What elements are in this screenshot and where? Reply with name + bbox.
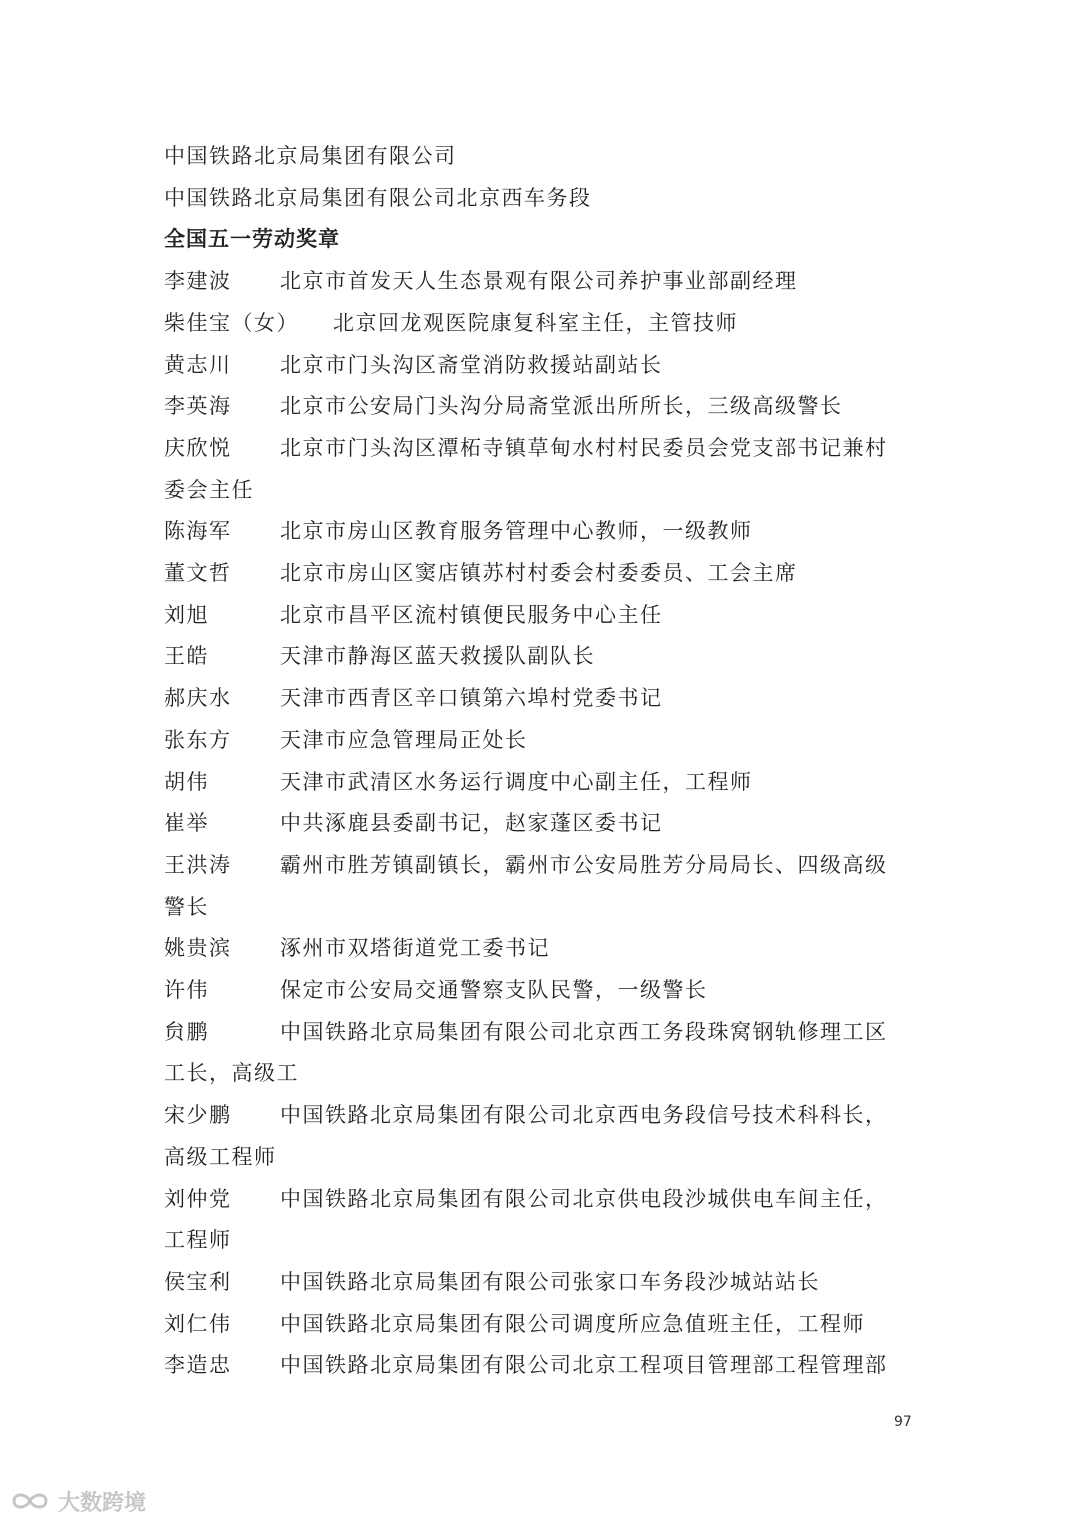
- entry-row: [164, 635, 595, 677]
- entry-name: 侯宝利: [164, 1269, 232, 1294]
- entry-row: [164, 844, 888, 886]
- entry-name: 崔举: [164, 811, 209, 836]
- entry-description: 中国铁路北京局集团有限公司北京西工务段珠窝钢轨修理工区: [280, 1019, 888, 1044]
- entry-name: 姚贵滨: [164, 936, 232, 961]
- entry-row: [164, 594, 663, 636]
- org-line: 中国铁路北京局集团有限公司: [164, 144, 457, 168]
- entry-description: 中国铁路北京局集团有限公司张家口车务段沙城站站长: [280, 1269, 820, 1294]
- entry-row: [164, 677, 663, 719]
- entry-row: [164, 802, 663, 844]
- entry-name: 胡伟: [164, 769, 209, 794]
- entry-description: 北京市门头沟区潭柘寺镇草甸水村村民委员会党支部书记兼村: [280, 435, 888, 460]
- entry-name: 柴佳宝（女）: [164, 310, 299, 335]
- entry-description: 涿州市双塔街道党工委书记: [280, 936, 550, 961]
- entry-row: [164, 302, 738, 344]
- entry-name: 王洪涛: [164, 852, 232, 877]
- entry-name: 陈海军: [164, 519, 232, 544]
- entry-row: [164, 427, 888, 469]
- entry-row: [164, 1261, 820, 1303]
- entry-row: [164, 761, 753, 803]
- entry-description: 北京市首发天人生态景观有限公司养护事业部副经理: [280, 269, 798, 294]
- entry-description: 北京市房山区教育服务管理中心教师，一级教师: [280, 519, 753, 544]
- entry-row: [164, 260, 798, 302]
- org-line: 中国铁路北京局集团有限公司北京西车务段: [164, 185, 592, 210]
- section-heading: 全国五一劳动奖章: [164, 227, 340, 252]
- entry-name: 董文哲: [164, 561, 232, 585]
- entry-row: [164, 1344, 888, 1386]
- entry-name: 李造忠: [164, 1353, 232, 1378]
- entry-description: 天津市应急管理局正处长: [280, 727, 528, 752]
- entry-description: 中国铁路北京局集团有限公司调度所应急值班主任，工程师: [280, 1311, 865, 1336]
- watermark: [8, 1486, 146, 1516]
- entry-name: 郝庆水: [164, 686, 232, 711]
- entry-description: 中国铁路北京局集团有限公司北京供电段沙城供电车间主任，: [280, 1186, 888, 1211]
- entry-description: 北京回龙观医院康复科室主任，主管技师: [333, 310, 738, 335]
- entry-description: 中共涿鹿县委副书记，赵家蓬区委书记: [280, 811, 663, 836]
- entry-continuation: 高级工程师: [164, 1144, 277, 1169]
- entry-name: 刘仲党: [164, 1186, 232, 1211]
- entry-name: 贠鹏: [164, 1019, 209, 1044]
- entry-name: 李英海: [164, 394, 232, 419]
- entry-continuation: 警长: [164, 894, 209, 919]
- entry-description: 天津市静海区蓝天救援队副队长: [280, 644, 595, 669]
- entry-row: [164, 510, 753, 552]
- entry-row: [164, 719, 528, 761]
- page-number: 97: [894, 1414, 912, 1430]
- entry-row: [164, 552, 798, 594]
- entry-row: [164, 1094, 888, 1136]
- entry-description: 北京市公安局门头沟分局斋堂派出所所长，三级高级警长: [280, 394, 843, 419]
- entry-description: 霸州市胜芳镇副镇长，霸州市公安局胜芳分局局长、四级高级: [280, 852, 888, 877]
- entry-description: 北京市门头沟区斋堂消防救援站副站长: [280, 352, 663, 377]
- entry-name: 张东方: [164, 727, 232, 752]
- entry-description: 天津市武清区水务运行调度中心副主任，工程师: [280, 769, 753, 794]
- entry-description: 中国铁路北京局集团有限公司北京工程项目管理部工程管理部: [280, 1353, 888, 1378]
- entry-row: [164, 927, 550, 969]
- entry-name: 庆欣悦: [164, 435, 232, 460]
- entry-description: 北京市昌平区流村镇便民服务中心主任: [280, 602, 663, 627]
- entry-description: 保定市公安局交通警察支队民警，一级警长: [280, 978, 708, 1002]
- entry-name: 王皓: [164, 644, 209, 669]
- entry-name: 许伟: [164, 978, 209, 1002]
- entry-row: [164, 1178, 888, 1220]
- entry-name: 李建波: [164, 269, 232, 294]
- entry-name: 黄志川: [164, 352, 232, 377]
- entry-description: 天津市西青区辛口镇第六埠村党委书记: [280, 686, 663, 711]
- entry-row: [164, 1011, 888, 1053]
- entry-row: [164, 969, 708, 1011]
- watermark-text: 大数跨境: [58, 1490, 147, 1516]
- entry-description: 北京市房山区窦店镇苏村村委会村委委员、工会主席: [280, 561, 798, 585]
- entry-continuation: 工长，高级工: [164, 1061, 299, 1086]
- entry-row: [164, 344, 663, 386]
- entry-continuation: 工程师: [164, 1228, 232, 1253]
- entry-description: 中国铁路北京局集团有限公司北京西电务段信号技术科科长，: [280, 1103, 888, 1128]
- infinity-logo-icon: [8, 1488, 52, 1514]
- entry-name: 刘旭: [164, 602, 209, 627]
- entry-name: 宋少鹏: [164, 1103, 232, 1128]
- entry-continuation: 委会主任: [164, 477, 254, 502]
- entry-row: [164, 385, 843, 427]
- entry-row: [164, 1303, 865, 1345]
- entry-name: 刘仁伟: [164, 1311, 232, 1336]
